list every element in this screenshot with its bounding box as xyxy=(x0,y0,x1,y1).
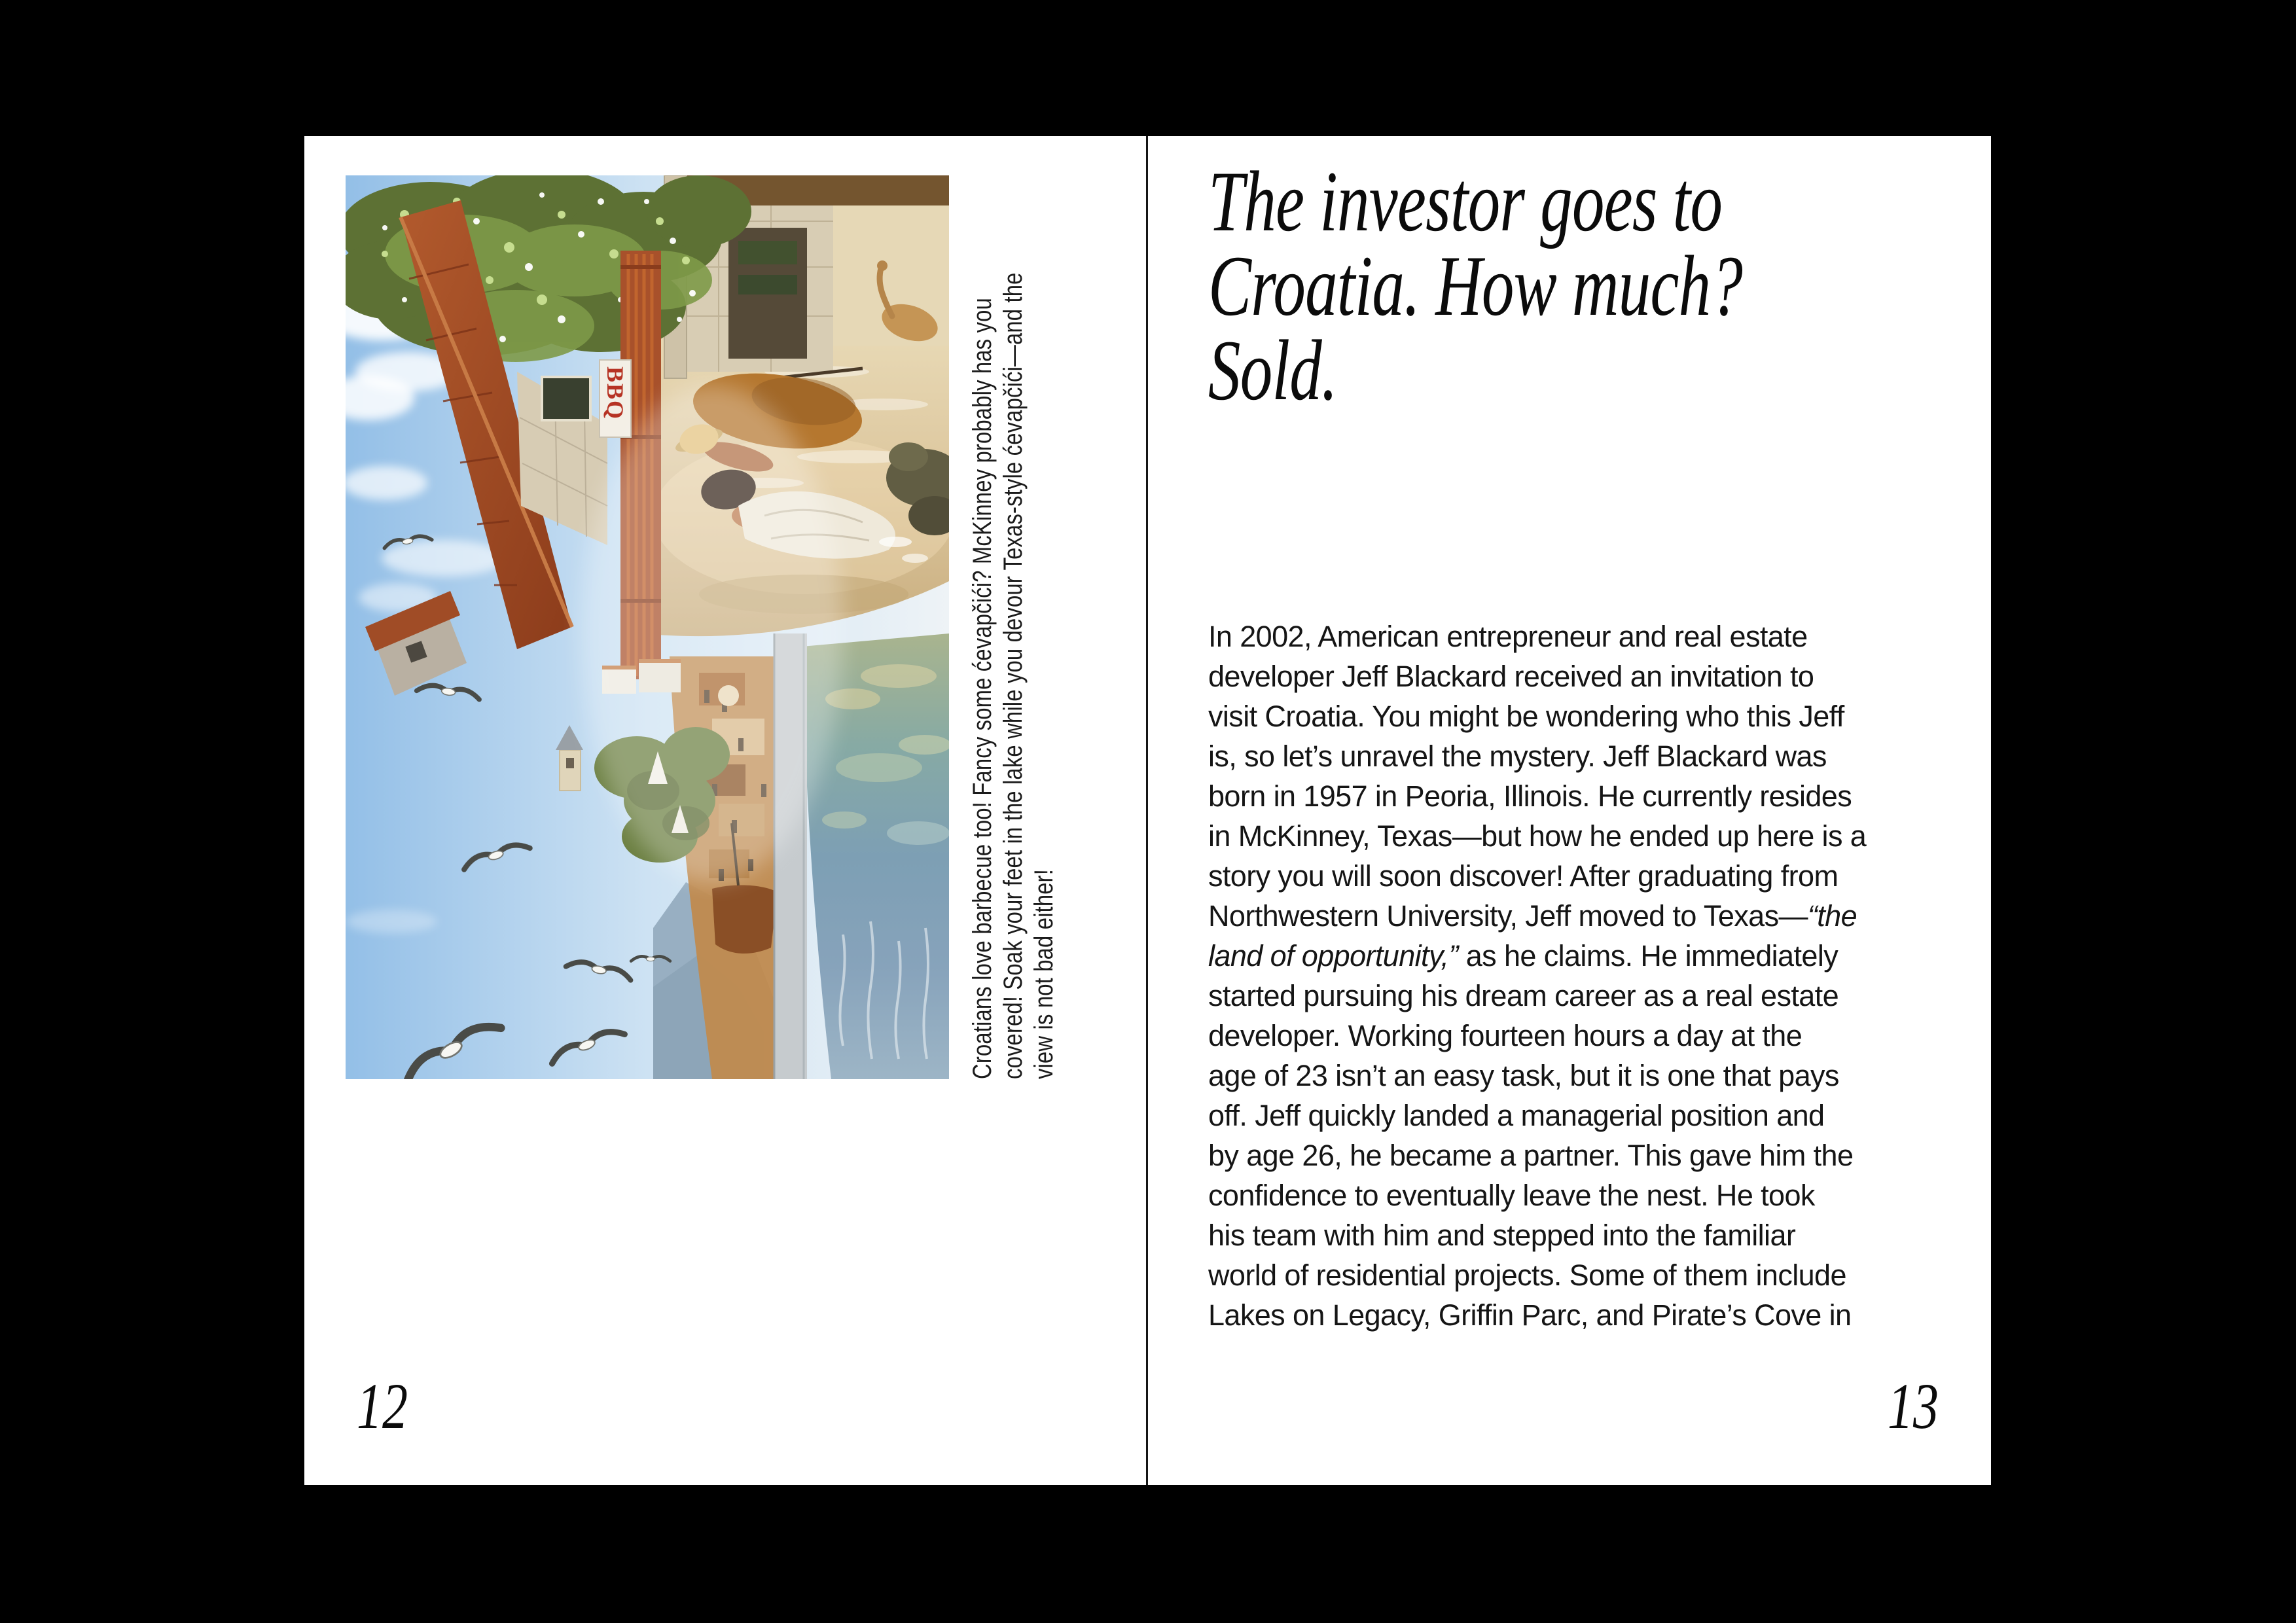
page-number-right: 13 xyxy=(1888,1370,1939,1442)
bbq-sign xyxy=(600,360,631,437)
photo-caption: Croatians love barbecue too! Fancy some ćevapčići? McKinney probably has you covered! Soak your feet in the lake while you devour Texas-style ćevapčići—and the view is not bad either! xyxy=(968,272,1058,1080)
page-number-left: 12 xyxy=(357,1370,408,1442)
haze xyxy=(581,385,843,882)
body-text: In 2002, American entrepreneur and real estate developer Jeff Blackard received an invitation to visit Croatia. You might be wondering who this Jeff is, so let’s unravel the mystery. Jeff Blackard was born in 1957 in Peoria, Illinois. He currently resides in McKinney, Texas—but how he ended up here is a story you will soon discover! After graduating from Northwestern University, Jeff moved to Texas—“the land of opportunity,” as he claims. He immediately started pursuing his dream career as a real estate developer. Working fourteen hours a day at the age of 23 isn’t an easy task, but it is one that pays off. Jeff quickly landed a managerial position and by age 26, he became a partner. This gave him the confidence to eventually leave the nest. He took his team with him and stepped into the familiar world of residential projects. Some of them include Lakes on Legacy, Griffin Parc, and Pirate’s Cove in xyxy=(1208,620,1867,1332)
bbq-sign-text: BBQ xyxy=(602,366,628,421)
lakeside-photo xyxy=(346,175,949,1079)
chapter-title: The investor goes to Croatia. How much? Sold. xyxy=(1208,153,1743,418)
spine-divider xyxy=(1146,136,1148,1485)
